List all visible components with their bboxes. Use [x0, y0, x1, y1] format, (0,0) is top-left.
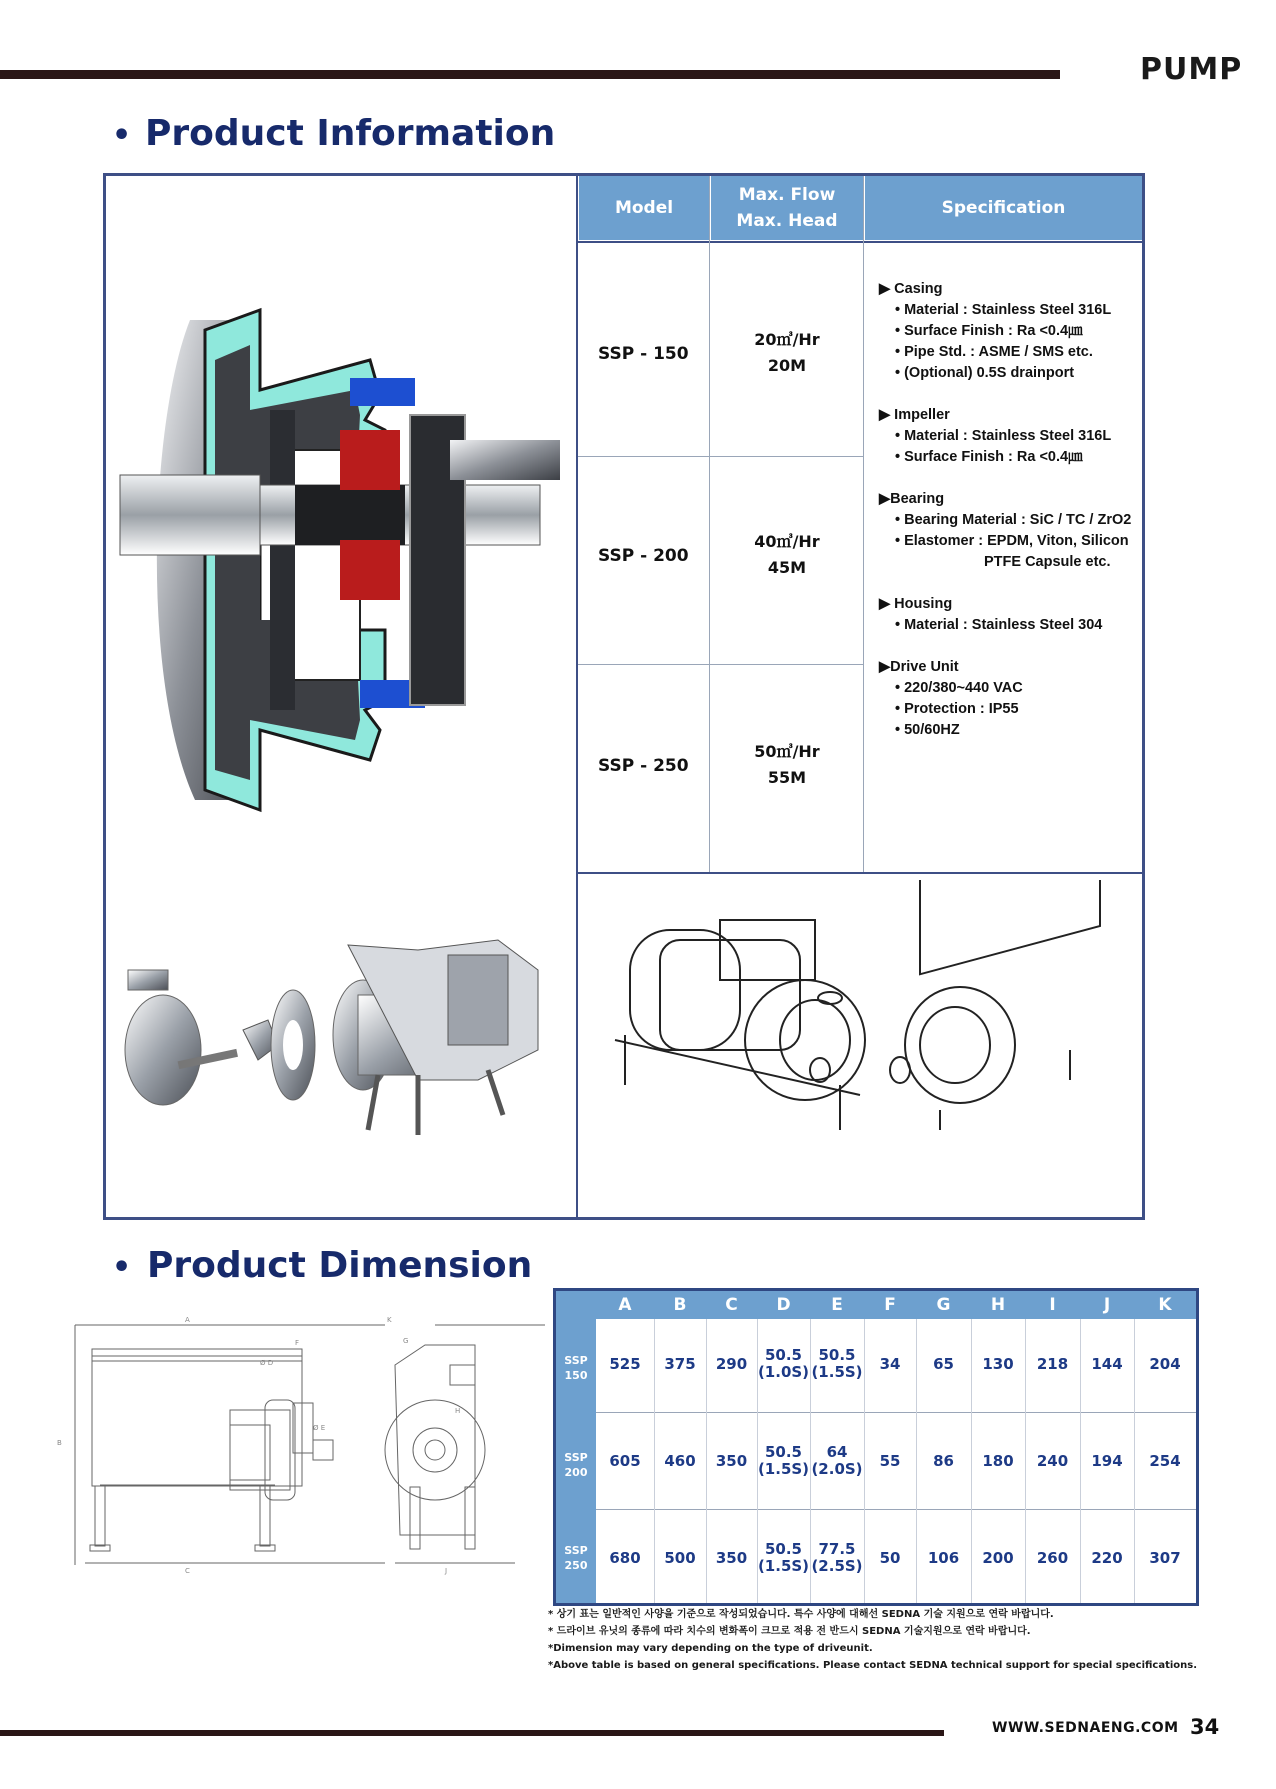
- dim-cell-k: 307: [1149, 1548, 1181, 1567]
- max-head: 55M: [767, 768, 807, 787]
- col-rule: [863, 176, 864, 873]
- dim-cell-h: 200: [982, 1548, 1014, 1567]
- dim-cell-f: 34: [879, 1354, 901, 1373]
- header-flow: Max. Flow: [738, 185, 836, 205]
- dim-header-g: G: [916, 1291, 971, 1319]
- dim-cell-c: 350: [715, 1451, 748, 1470]
- dim-cell-i: 240: [1036, 1451, 1069, 1470]
- col-rule: [709, 176, 710, 873]
- spec-housing: ▶ Housing: [879, 596, 953, 612]
- dim-col-rule: [971, 1319, 972, 1603]
- max-flow: 20㎥/Hr: [754, 330, 820, 349]
- dim-col-rule: [654, 1319, 655, 1603]
- bottom-rule: [0, 1730, 944, 1736]
- dim-bullet: •: [112, 1250, 132, 1285]
- spec-item: PTFE Capsule etc.: [984, 554, 1111, 570]
- dim-cell-i: 260: [1036, 1548, 1069, 1567]
- dim-cell-a: 525: [609, 1354, 641, 1373]
- info-divider: [576, 176, 578, 1217]
- dim-row-label: [556, 1416, 596, 1513]
- dim-cell-e: 50.5 (1.5S): [811, 1346, 863, 1381]
- dim-label-d: Ø D: [260, 1359, 274, 1367]
- max-flow: 40㎥/Hr: [754, 532, 820, 551]
- dim-label-a: A: [185, 1316, 190, 1324]
- footer-url[interactable]: WWW.SEDNAENG.COM: [992, 1720, 1179, 1736]
- spec-item: • 50/60HZ: [895, 722, 960, 738]
- dim-col-rule: [1025, 1319, 1026, 1603]
- dim-cell-a: 680: [609, 1548, 641, 1567]
- pump-cutaway-illustration: [110, 300, 570, 820]
- dim-header-j: J: [1080, 1291, 1134, 1319]
- dim-cell-j: 194: [1091, 1451, 1123, 1470]
- spec-item: • Pipe Std. : ASME / SMS etc.: [895, 344, 1093, 360]
- spec-drive: ▶Drive Unit: [879, 659, 959, 675]
- dim-row-rule: [596, 1412, 1196, 1413]
- note-en-1: *Dimension may vary depending on the type of driveunit.: [548, 1643, 873, 1654]
- dim-header-f: F: [864, 1291, 916, 1319]
- dim-row-label-size: 200: [564, 1465, 588, 1479]
- notes: [548, 1606, 1248, 1674]
- dim-cell-a: 605: [609, 1451, 641, 1470]
- dim-header-b: B: [654, 1291, 706, 1319]
- spec-item: • Material : Stainless Steel 304: [895, 617, 1103, 633]
- spec-item: • Elastomer : EPDM, Viton, Silicon: [895, 533, 1129, 549]
- flow-ssp150: [711, 327, 863, 379]
- dim-label-e: Ø E: [313, 1424, 326, 1432]
- dim-cell-k: 254: [1149, 1451, 1181, 1470]
- dim-header-c: C: [706, 1291, 757, 1319]
- dim-cell-g: 106: [927, 1548, 960, 1567]
- max-flow: 50㎥/Hr: [754, 742, 820, 761]
- flow-ssp250: [711, 739, 863, 791]
- dim-header-a: A: [596, 1291, 654, 1319]
- dim-row-label: [556, 1319, 596, 1416]
- dim-cell-k: 204: [1149, 1354, 1181, 1373]
- dim-col-rule: [706, 1319, 707, 1603]
- dim-cell-i: 218: [1036, 1354, 1069, 1373]
- dim-header-corner: [556, 1291, 596, 1319]
- page-number: 34: [1190, 1715, 1220, 1739]
- info-title: Product Information: [145, 113, 556, 154]
- dim-label-j: J: [445, 1567, 448, 1575]
- spec-impeller: ▶ Impeller: [879, 407, 950, 423]
- max-head: 45M: [767, 558, 807, 577]
- dim-header-i: I: [1025, 1291, 1080, 1319]
- note-en-2: *Above table is based on general specifications. Please contact SEDNA technical support for special specifications.: [548, 1660, 1198, 1671]
- spec-item: • Protection : IP55: [895, 701, 1019, 717]
- dim-cell-d: 50.5 (1.5S): [757, 1443, 810, 1478]
- dim-col-rule: [916, 1319, 917, 1603]
- dim-cell-h: 130: [982, 1354, 1014, 1373]
- dim-row-label-size: 250: [564, 1559, 588, 1572]
- dim-cell-c: 290: [715, 1354, 748, 1373]
- row-rule: [578, 664, 863, 665]
- dim-row-label-size: 150: [564, 1368, 588, 1382]
- dim-row-label: [556, 1513, 596, 1603]
- pump-line-drawings: [600, 880, 1130, 1150]
- dim-cell-f: 50: [879, 1548, 901, 1567]
- dim-header-h: H: [971, 1291, 1025, 1319]
- dim-cell-g: 65: [933, 1354, 954, 1373]
- dim-cell-j: 144: [1091, 1354, 1123, 1373]
- dim-cell-b: 375: [664, 1354, 696, 1373]
- pump-exploded-illustration: [118, 930, 558, 1150]
- spec-item: • (Optional) 0.5S drainport: [895, 365, 1075, 381]
- dim-cell-b: 500: [664, 1548, 696, 1567]
- spec-item: • 220/380~440 VAC: [895, 680, 1023, 696]
- dim-label-c: C: [185, 1567, 190, 1575]
- dim-col-rule: [810, 1319, 811, 1603]
- header-model: Model: [579, 176, 709, 240]
- dim-title: Product Dimension: [147, 1245, 533, 1286]
- dim-cell-d: 50.5 (1.5S): [757, 1540, 810, 1575]
- spec-item: • Bearing Material : SiC / TC / ZrO2: [895, 512, 1132, 528]
- dim-header-e: E: [810, 1291, 864, 1319]
- dim-cell-d: 50.5 (1.0S): [757, 1346, 810, 1381]
- spec-bearing: ▶Bearing: [879, 491, 945, 507]
- header-flow-head: [711, 176, 863, 240]
- header-spec: Specification: [865, 176, 1142, 240]
- dim-cell-g: 86: [933, 1451, 954, 1470]
- dim-cell-j: 220: [1091, 1548, 1123, 1567]
- flow-ssp200: [711, 529, 863, 581]
- dim-cell-f: 55: [879, 1451, 901, 1470]
- dim-cell-e: 64 (2.0S): [811, 1443, 863, 1478]
- header-head: Max. Head: [736, 211, 838, 231]
- dim-label-h: H: [455, 1407, 461, 1415]
- dim-row-label-series: SSP: [564, 1544, 588, 1557]
- dim-header-d: D: [757, 1291, 810, 1319]
- dim-col-rule: [864, 1319, 865, 1603]
- model-ssp150: SSP - 150: [598, 344, 689, 364]
- max-head: 20M: [767, 356, 807, 375]
- dim-col-rule: [1134, 1319, 1135, 1603]
- dim-row-label-series: SSP: [564, 1353, 588, 1367]
- note-ko-1: * 상기 표는 일반적인 사양을 기준으로 작성되었습니다. 특수 사양에 대해선 SEDNA 기술 지원으로 연락 바랍니다.: [548, 1609, 1054, 1620]
- dim-cell-h: 180: [982, 1451, 1014, 1470]
- top-rule: [0, 70, 1060, 79]
- table-bottom-rule: [578, 872, 1145, 874]
- row-rule: [578, 456, 863, 457]
- spec-casing: ▶ Casing: [879, 281, 943, 297]
- dim-label-g: G: [403, 1337, 409, 1345]
- dim-cell-e: 77.5 (2.5S): [811, 1540, 863, 1575]
- dim-header-k: K: [1134, 1291, 1196, 1319]
- spec-item: • Surface Finish : Ra <0.4㎛: [895, 449, 1083, 465]
- dim-label-f: F: [295, 1339, 300, 1347]
- dim-col-rule: [757, 1319, 758, 1603]
- model-ssp200: SSP - 200: [598, 546, 689, 566]
- dim-cell-b: 460: [664, 1451, 696, 1470]
- note-ko-2: * 드라이브 유닛의 종류에 따라 치수의 변화폭이 크므로 적용 전 반드시 SEDNA 기술지원으로 연락 바랍니다.: [548, 1626, 1031, 1637]
- section-brand: PUMP: [1140, 52, 1243, 87]
- dimension-drawing: [55, 1305, 545, 1575]
- dim-col-rule: [1080, 1319, 1081, 1603]
- spec-item: • Material : Stainless Steel 316L: [895, 302, 1112, 318]
- dim-label-k: K: [387, 1316, 392, 1324]
- dim-label-b: B: [57, 1439, 62, 1447]
- spec-list: [879, 279, 1141, 741]
- spec-item: • Surface Finish : Ra <0.4㎛: [895, 323, 1083, 339]
- dim-row-rule: [596, 1509, 1196, 1510]
- dim-cell-c: 350: [715, 1548, 748, 1567]
- table-rule: [578, 241, 1145, 243]
- model-ssp250: SSP - 250: [598, 756, 689, 776]
- spec-item: • Material : Stainless Steel 316L: [895, 428, 1112, 444]
- dim-row-label-series: SSP: [564, 1450, 588, 1464]
- info-bullet: •: [112, 118, 132, 153]
